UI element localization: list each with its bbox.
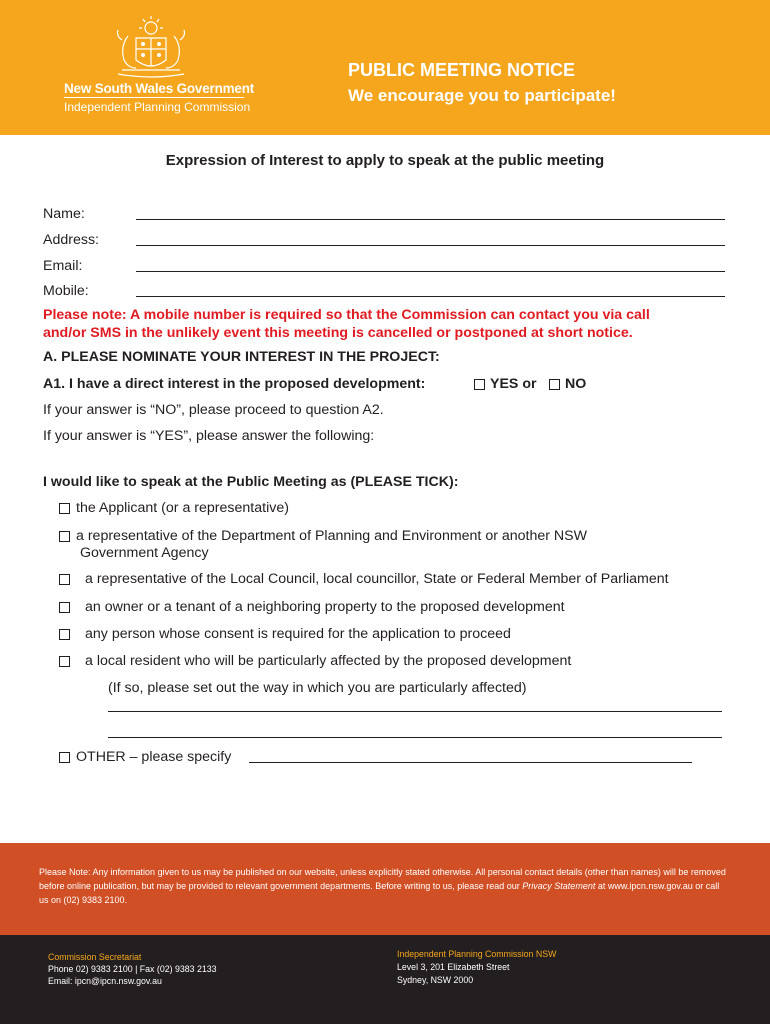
resident-detail-line-1[interactable] (108, 711, 722, 712)
org-name: New South Wales Government (64, 81, 255, 96)
option-applicant: the Applicant (or a representative) (76, 500, 289, 516)
option-resident: a local resident who will be particularly affected by the proposed development (85, 653, 572, 669)
commission-heading: Independent Planning Commission NSW (397, 949, 557, 959)
email-label: Email: (43, 258, 83, 274)
logo-divider (64, 97, 244, 98)
yes-label: YES or (490, 376, 537, 392)
other-checkbox[interactable] (59, 752, 70, 763)
if-no-instruction: If your answer is “NO”, please proceed to question A2. (43, 402, 384, 418)
commission-address-1: Level 3, 201 Elizabeth Street (397, 962, 510, 972)
mobile-label: Mobile: (43, 283, 89, 299)
header-banner (0, 0, 770, 135)
contact-footer (0, 935, 770, 1024)
name-field[interactable] (136, 219, 725, 220)
resident-checkbox[interactable] (59, 656, 70, 667)
privacy-note: Please Note: Any information given to us may be published on our website, unless explicitly stated otherwise. All personal contact details (other than names) will be removed before online publication, but may be provided to relevant government departments. Before writing to us, please read our Privacy Statement at www.ipcn.nsw.gov.au or call us on (02) 9383 2100. (39, 867, 726, 905)
option-other: OTHER – please specify (76, 749, 232, 765)
secretariat-heading: Commission Secretariat (48, 952, 142, 962)
name-label: Name: (43, 206, 85, 222)
other-specify-field[interactable] (249, 762, 692, 763)
privacy-statement-link[interactable]: Privacy Statement (522, 881, 596, 891)
no-checkbox[interactable] (549, 379, 560, 390)
mobile-field[interactable] (136, 296, 725, 297)
consent-checkbox[interactable] (59, 629, 70, 640)
option-council: a representative of the Local Council, local councillor, State or Federal Member of Parliament (85, 571, 669, 587)
a1-question: A1. I have a direct interest in the proposed development: (43, 376, 426, 392)
notice-title: PUBLIC MEETING NOTICE (348, 60, 576, 80)
neighbour-checkbox[interactable] (59, 602, 70, 613)
speak-as-heading: I would like to speak at the Public Meeting as (PLEASE TICK): (43, 474, 459, 490)
section-a-heading: A. PLEASE NOMINATE YOUR INTEREST IN THE PROJECT: (43, 349, 440, 365)
resident-detail-prompt: (If so, please set out the way in which you are particularly affected) (108, 680, 527, 696)
yes-checkbox[interactable] (474, 379, 485, 390)
privacy-note-band (0, 843, 770, 935)
no-label: NO (565, 376, 587, 392)
option-department-cont: Government Agency (80, 545, 209, 561)
form-title: Expression of Interest to apply to speak at the public meeting (165, 152, 605, 169)
nsw-waratah-crest-icon (108, 16, 194, 82)
address-label: Address: (43, 232, 99, 248)
email-field[interactable] (136, 271, 725, 272)
commission-address-2: Sydney, NSW 2000 (397, 975, 474, 985)
mobile-note-line1: Please note: A mobile number is required so that the Commission can contact you via call (43, 307, 650, 323)
option-consent: any person whose consent is required for the application to proceed (85, 626, 511, 642)
applicant-checkbox[interactable] (59, 503, 70, 514)
resident-detail-line-2[interactable] (108, 737, 722, 738)
secretariat-email: Email: ipcn@ipcn.nsw.gov.au (48, 976, 162, 986)
address-field[interactable] (136, 245, 725, 246)
secretariat-phone: Phone 02) 9383 2100 | Fax (02) 9383 2133 (48, 964, 217, 974)
if-yes-instruction: If your answer is “YES”, please answer the following: (43, 428, 375, 444)
org-subname: Independent Planning Commission (64, 100, 251, 114)
council-checkbox[interactable] (59, 574, 70, 585)
mobile-note-line2: and/or SMS in the unlikely event this meeting is cancelled or postponed at short notice. (43, 325, 633, 341)
notice-subtitle: We encourage you to participate! (348, 86, 616, 105)
option-department: a representative of the Department of Planning and Environment or another NSW (76, 528, 588, 544)
option-neighbour: an owner or a tenant of a neighboring property to the proposed development (85, 599, 565, 615)
department-checkbox[interactable] (59, 531, 70, 542)
